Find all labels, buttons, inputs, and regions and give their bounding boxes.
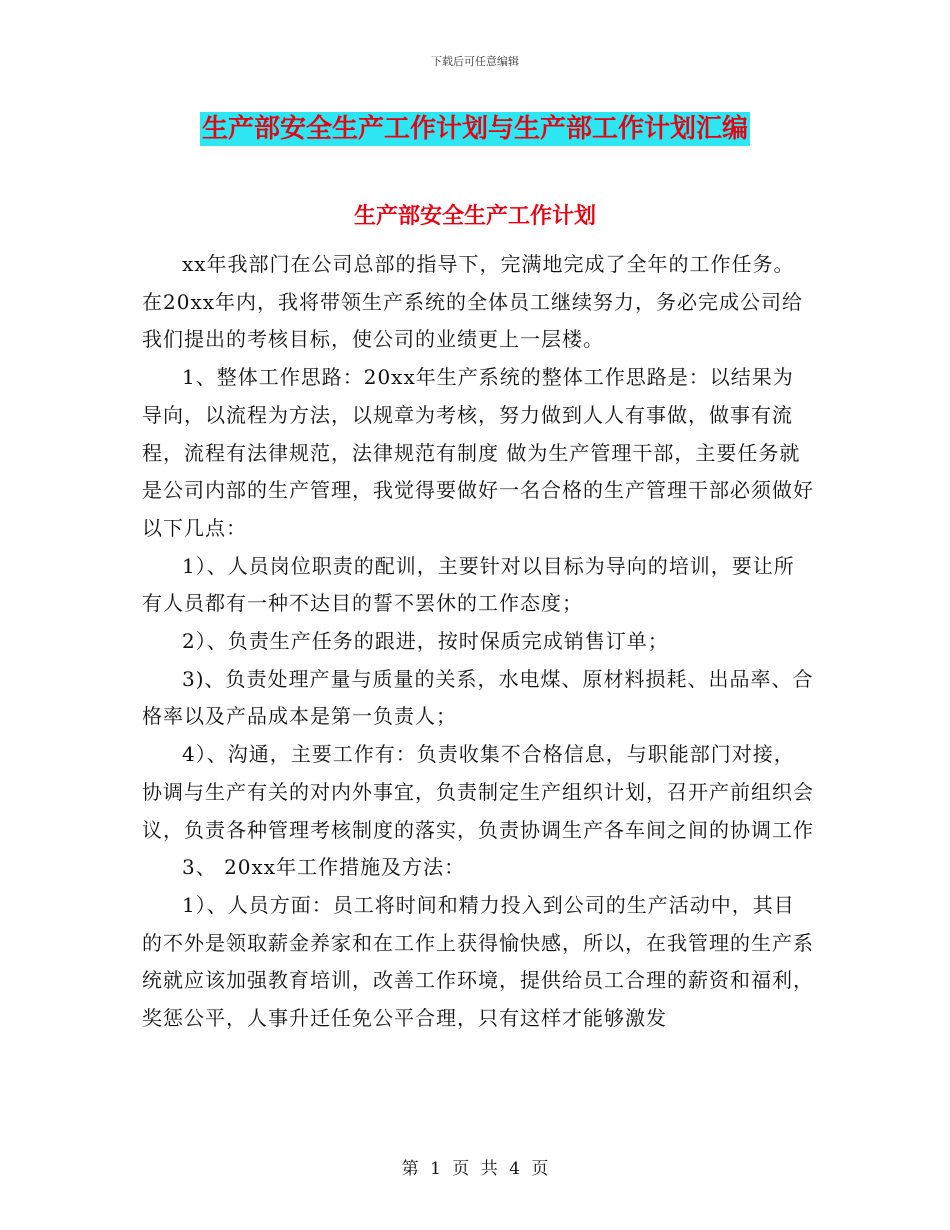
paragraph: 3)、负责处理产量与质量的关系，水电煤、原材料损耗、出品率、合格率以及产品成本是第一负责人； [142, 666, 814, 729]
header-note: 下载后可任意编辑 [431, 55, 519, 68]
document-title-container [0, 112, 950, 146]
paragraph: xx年我部门在公司总部的指导下，完满地完成了全年的工作任务。在20xx年内，我将带领生产系统的全体员工继续努力，务必完成公司给我们提出的考核目标，使公司的业绩更上一层楼。 [142, 252, 804, 352]
paragraph: 2）、负责生产任务的跟进，按时保质完成销售订单； [182, 629, 669, 654]
document-title: 生产部安全生产工作计划与生产部工作计划汇编 [201, 114, 748, 144]
paragraph: 1）、人员方面：员工将时间和精力投入到公司的生产活动中，其目的不外是领取薪金养家和在工作上获得愉快感，所以，在我管理的生产系统就应该加强教育培训，改善工作环境，提供给员工合理的薪资和福利，奖惩公平，人事升迁任免公平合理，只有这样才能够激发 [142, 892, 814, 1031]
document-body [142, 246, 814, 1038]
section-title: 生产部安全生产工作计划 [353, 204, 596, 229]
paragraph: 1、整体工作思路：20xx年生产系统的整体工作思路是：以结果为导向，以流程为方法，以规章为考核，努力做到人人有事做，做事有流程，流程有法律规范，法律规范有制度 做为生产管理干部，主要任务就是公司内部的生产管理，我觉得要做好一名合格的生产管理干部必须做好以下几点： [142, 365, 814, 540]
page-footer: 第 1 页 共 4 页 [401, 1159, 549, 1179]
paragraph: 3、 20xx年工作措施及方法： [182, 855, 466, 880]
paragraph: 1）、人员岗位职责的配训，主要针对以目标为导向的培训，要让所有人员都有一种不达目的誓不罢休的工作态度； [142, 553, 795, 616]
paragraph: 4）、沟通，主要工作有：负责收集不合格信息，与职能部门对接，协调与生产有关的对内外事宜，负责制定生产组织计划，召开产前组织会议，负责各种管理考核制度的落实，负责协调生产各车间之间的协调工作 [142, 742, 814, 842]
